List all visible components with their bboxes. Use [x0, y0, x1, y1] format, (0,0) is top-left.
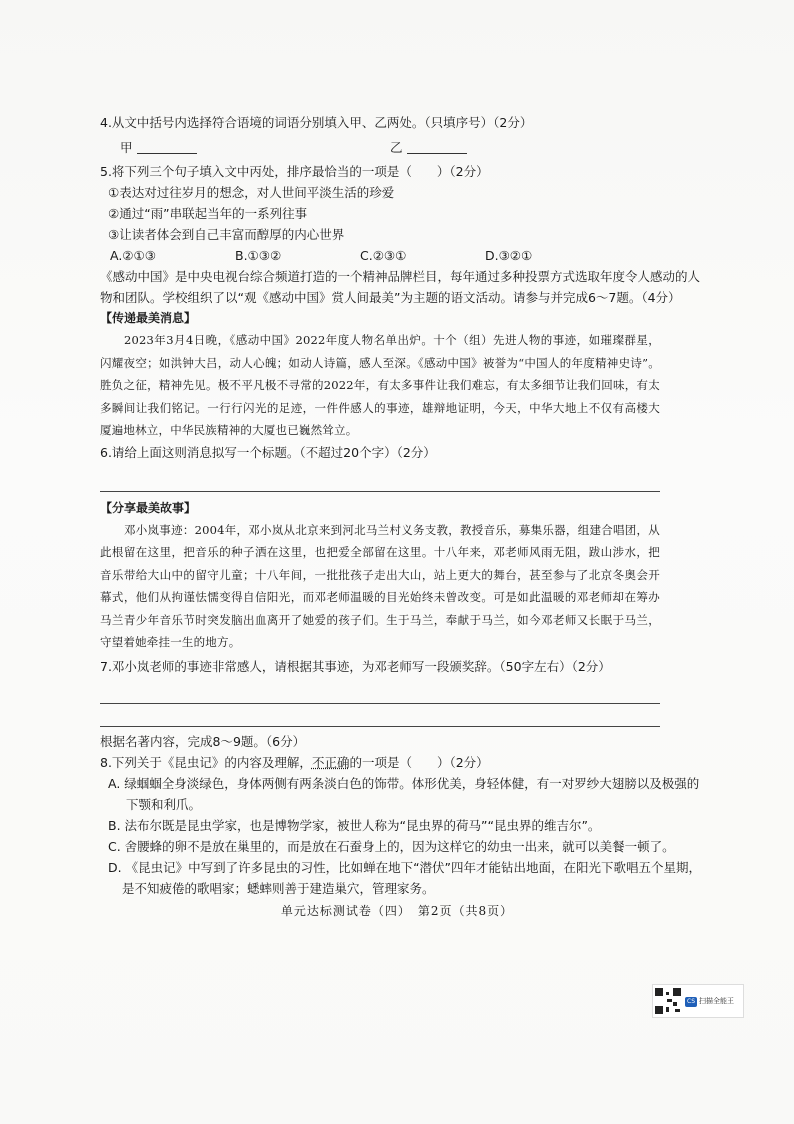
question-7-answer-line-1[interactable]: [100, 683, 660, 704]
story-paragraph: 邓小岚事迹：2004年，邓小岚从北京来到河北马兰村义务支教，教授音乐，募集乐器，组建合唱团，从此根留在这里，把音乐的种子洒在这里，也把爱全部留在这里。十八年来，邓老师风雨无阻，跋山涉水，把音乐带给大山中的留守儿童；十八年间，一批批孩子走出大山，站上更大的舞台，甚至参与了北京冬奥会开幕式，他们从拘谨怯懦变得自信阳光，而邓老师温暖的目光始终未曾改变。可是如此温暖的邓老师却在筹办马兰青少年音乐节时突发脑出血离开了她爱的孩子们。生于马兰，奉献于马兰，如今邓老师又长眠于马兰，守望着她牵挂一生的地方。: [100, 522, 660, 649]
question-4-blanks: [120, 133, 660, 161]
activity-intro-line-2: 物和团队。学校组织了以“观《感动中国》赏人间最美”为主题的语文活动。请参与并完成6～7题。（4分）: [100, 290, 681, 305]
option-d[interactable]: D.③②①: [485, 248, 533, 263]
question-7-stem: 7.邓小岚老师的事迹非常感人，请根据其事迹，为邓老师写一段颁奖辞。（50字左右）（2分）: [100, 658, 611, 674]
news-passage: [100, 329, 660, 442]
sentence-1: ①表达对过往岁月的想念，对人世间平淡生活的珍爱: [108, 185, 395, 200]
answer-blank-b[interactable]: [407, 141, 467, 154]
option-c[interactable]: C.②③①: [360, 248, 407, 263]
scanner-app-name: 扫描全能王: [699, 996, 734, 1005]
answer-blank-a[interactable]: [137, 141, 197, 154]
emphasis-not-correct: 不正确: [311, 754, 350, 770]
section-heading-news: 【传递最美消息】: [100, 311, 197, 325]
page-content: [100, 112, 702, 899]
news-paragraph: 2023年3月4日晚，《感动中国》2022年度人物名单出炉。十个（组）先进人物的事迹，如璀璨群星，闪耀夜空；如洪钟大吕，动人心魄；如动人诗篇，感人至深。《感动中国》被誉为“中国人的年度精神史诗”。胜负之征，精神先见。极不平凡极不寻常的2022年，有太多事件让我们难忘，有太多细节让我们回味，有太多瞬间让我们铭记。一行行闪光的足迹，一件件感人的事迹，雄辩地证明，今天，中华大地上不仅有高楼大厦遍地林立，中华民族精神的大厦也已巍然耸立。: [100, 333, 660, 437]
activity-intro-line-1: 《感动中国》是中央电视台综合频道打造的一个精神品牌栏目，每年通过多种投票方式选取年度令人感动的人: [100, 269, 701, 284]
question-5-stem: 5.将下列三个句子填入文中丙处，排序最恰当的一项是（ ）（2分）: [100, 164, 489, 179]
cs-logo-icon: CS: [687, 997, 695, 1005]
question-8-stem-a: 8.下列关于《昆虫记》的内容及理解，: [100, 754, 312, 770]
question-5-options: [110, 245, 660, 266]
question-8-stem: [100, 752, 660, 773]
option-8c[interactable]: C. 舍腰蜂的卵不是放在巢里的，而是放在石蚕身上的，因为这样它的幼虫一出来，就可以美餐一顿了。: [108, 838, 675, 854]
option-8a-line-1[interactable]: A. 绿蝈蝈全身淡绿色，身体两侧有两条淡白色的饰带。体形优美，身轻体健，有一对罗纱大翅膀以及极强的: [108, 775, 700, 791]
sentence-2: ②通过“雨”串联起当年的一系列往事: [108, 206, 308, 221]
reading-intro: 根据名著内容，完成8～9题。（6分）: [100, 733, 306, 749]
page-footer: 单元达标测试卷（四） 第2页（共8页）: [280, 904, 514, 918]
section-heading-story: 【分享最美故事】: [100, 500, 197, 515]
question-7-answer-line-2[interactable]: [100, 706, 660, 727]
option-a[interactable]: A.②①③: [110, 248, 156, 263]
question-8-stem-b: 的一项是（ ）（2分）: [349, 754, 489, 770]
option-8d-line-1[interactable]: D. 《昆虫记》中写到了许多昆虫的习性，比如蝉在地下“潜伏”四年才能钻出地面，在阳光下歌唱五个星期，: [108, 859, 702, 875]
option-8b[interactable]: B. 法布尔既是昆虫学家，也是博物学家，被世人称为“昆虫界的荷马”“昆虫界的维吉尔”。: [108, 817, 601, 833]
question-6-answer-line[interactable]: [100, 471, 660, 492]
option-8d-line-2: 是不知疲倦的歌唱家；蟋蟀则善于建造巢穴，管理家务。: [122, 880, 435, 896]
scanner-watermark-badge: [652, 984, 744, 1018]
question-6-stem: 6.请给上面这则消息拟写一个标题。（不超过20个字）（2分）: [100, 444, 436, 460]
option-b[interactable]: B.①③②: [235, 248, 282, 263]
question-4-stem: 4.从文中括号内选择符合语境的词语分别填入甲、乙两处。（只填序号）（2分）: [100, 115, 533, 130]
qr-code-icon: [655, 988, 681, 1014]
option-8a-line-2: 下颚和利爪。: [126, 796, 202, 812]
story-passage: [100, 519, 660, 654]
blank-label-b: 乙: [390, 139, 403, 155]
sentence-3: ③让读者体会到自己丰富而醇厚的内心世界: [108, 227, 345, 242]
blank-label-a: 甲: [120, 139, 133, 155]
